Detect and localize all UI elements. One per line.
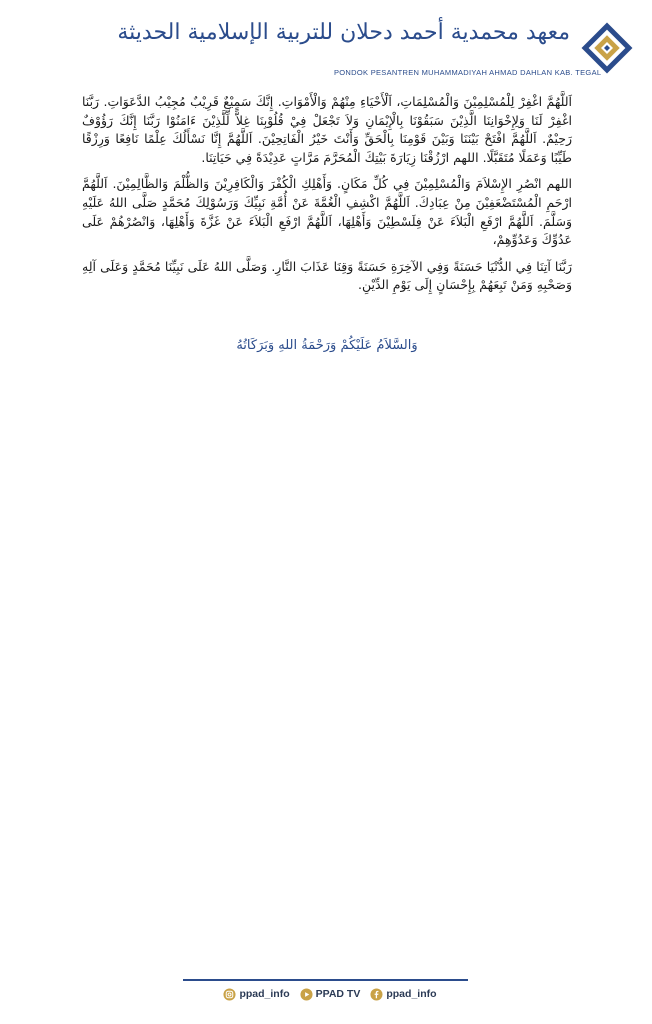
header-subtitle: PONDOK PESANTREN MUHAMMADIYAH AHMAD DAHLAN KAB. TEGAL	[334, 68, 602, 77]
footer-social	[200, 986, 460, 1002]
paragraph: اَللَّهُمَّ اغْفِرْ لِلْمُسْلِمِيْنَ وَالْمُسْلِمَاتِ، اَلْأَحْيَاءِ مِنْهُمْ وَالْأَمْوَاتِ. إِنَّكَ سَمِيْعٌ قَرِيْبٌ مُجِيْبُ الدَّعَوَاتِ. رَبَّنَا اغْفِرْ لَنَا وَلِإِخْوَانِنَا الَّذِيْنَ سَبَقُوْنَا بِالْإِيْمَانِ وَلاَ تَجْعَلْ فِيْ قُلُوْبِنَا غِلاًّ لِّلَّذِيْنَ ءَامَنُوْا رَبَّنَا إِنَّكَ رَؤُوْفٌ رَحِيْمٌ. اَللَّهُمَّ افْتَحْ بَيْنَنَا وَبَيْنَ قَوْمِنَا بِالْحَقِّ وَأَنْتَ خَيْرُ الْفَاتِحِيْنَ. اَللَّهُمَّ إِنَّا نَسْأَلُكَ عِلْمًا نَافِعًا وَرِزْقًا طَيِّبًا وَعَمَلًا مُتَقَبَّلًا. اللهم ارْزُقْنَا زِيَارَةَ بَيْتِكَ الْمُحَرَّمَ مَرَّاتٍ عَدِيْدَةً فِي حَيَاتِنَا.	[82, 94, 572, 165]
paragraph: اللهم انْصُرِ الإِسْلاَمَ وَالْمُسْلِمِيْنَ فِي كُلِّ مَكَانٍ. وَأَهْلِكِ الْكُفْرَ وَالْكَافِرِيْنَ وَالظُّلْمَ وَالظَّالِمِيْنَ. اَللَّهُمَّ ارْحَمِ الْمُسْتَضْعَفِيْنَ مِنْ عِبَادِكَ. اَللَّهُمَّ اكْشِفِ الْغُمَّةَ عَنْ أُمَّةِ نَبِيِّكَ وَرَسُوْلِكَ مُحَمَّدٍ صَلَّى اللهُ عَلَيْهِ وَسَلَّمَ. اَللَّهُمَّ ارْفَعِ الْبَلاَءَ عَنْ فِلَسْطِيْنَ وَأَهْلِهَا، اَللَّهُمَّ ارْفَعِ الْبَلاَءَ عَنْ غَزَّةَ وَأَهْلِهَا، وَانْصُرْهُمْ عَلَى عَدُوِّكَ وَعَدُوِّهِمْ،	[82, 176, 572, 248]
closing-greeting: وَالسَّلاَمُ عَلَيْكُمْ وَرَحْمَةُ اللهِ وَبَرَكَاتُهُ	[236, 338, 418, 353]
instagram-handle: ppad_info	[239, 988, 290, 1000]
instagram-icon	[223, 988, 236, 1001]
youtube-channel: PPAD TV	[315, 988, 361, 1000]
sermon-text	[82, 93, 572, 303]
header-calligraphy: معهد محمدية أحمد دحلان للتربية الإسلامية الحديثة	[117, 20, 570, 45]
youtube-link[interactable]	[300, 988, 361, 1001]
instagram-link[interactable]	[223, 988, 289, 1001]
facebook-icon	[370, 988, 383, 1001]
facebook-handle: ppad_info	[386, 988, 437, 1000]
paragraph: رَبَّنَا آتِنَا فِي الدُّنْيَا حَسَنَةً وَفِي الآخِرَةِ حَسَنَةً وَقِنَا عَذَابَ النَّارِ. وَصَلَّى اللهُ عَلَى نَبِيِّنَا مُحَمَّدٍ وَعَلَى آلِهِ وَصَحْبِهِ وَمَنْ تَبِعَهُمْ بِإِحْسَانٍ إِلَى يَوْمِ الدِّيْنِ.	[82, 258, 572, 293]
footer-divider	[183, 979, 468, 981]
youtube-icon	[300, 988, 313, 1001]
facebook-link[interactable]	[370, 988, 436, 1001]
